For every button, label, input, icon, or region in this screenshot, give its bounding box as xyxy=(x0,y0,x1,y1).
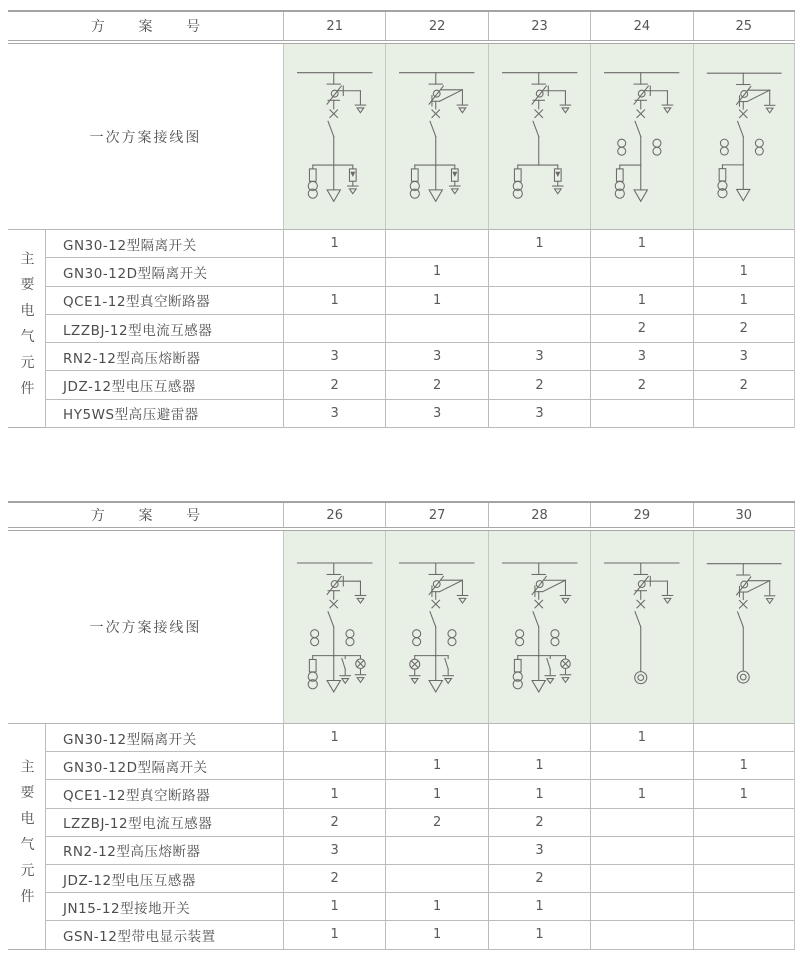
quantity-cell: 1 xyxy=(488,921,590,949)
component-name: GN30-12D型隔离开关 xyxy=(45,752,283,780)
single-line-diagram-svg xyxy=(388,46,485,227)
quantity-cell xyxy=(590,921,692,949)
quantity-cell: 2 xyxy=(283,371,385,399)
quantity-cell xyxy=(385,315,487,343)
scheme-number-header: 方案号 xyxy=(90,19,234,35)
quantity-cell: 2 xyxy=(590,371,692,399)
quantity-cell xyxy=(693,865,795,893)
single-line-diagram xyxy=(385,531,487,724)
scheme-number: 29 xyxy=(590,503,692,527)
quantity-cell xyxy=(385,837,487,865)
quantity-cell: 3 xyxy=(283,837,385,865)
quantity-cell: 3 xyxy=(283,343,385,371)
quantity-cell xyxy=(283,315,385,343)
quantity-cell: 2 xyxy=(488,371,590,399)
quantity-cell: 3 xyxy=(385,400,487,428)
quantity-cell: 2 xyxy=(385,371,487,399)
scheme-number: 24 xyxy=(590,12,692,40)
scheme-number: 23 xyxy=(488,12,590,40)
single-line-diagram-svg xyxy=(696,533,792,721)
scheme-number: 30 xyxy=(693,503,795,527)
main-components-side-label xyxy=(8,230,45,428)
quantity-cell: 2 xyxy=(385,809,487,837)
quantity-cell xyxy=(590,837,692,865)
single-line-diagram xyxy=(590,44,692,230)
quantity-cell: 1 xyxy=(488,752,590,780)
quantity-cell: 2 xyxy=(283,865,385,893)
quantity-cell xyxy=(693,400,795,428)
quantity-cell: 1 xyxy=(283,287,385,315)
quantity-cell xyxy=(385,865,487,893)
scheme-number: 22 xyxy=(385,12,487,40)
quantity-cell: 2 xyxy=(693,315,795,343)
quantity-cell: 2 xyxy=(488,809,590,837)
quantity-cell: 3 xyxy=(385,343,487,371)
quantity-cell: 3 xyxy=(488,400,590,428)
quantity-cell: 1 xyxy=(283,724,385,752)
quantity-cell xyxy=(590,752,692,780)
quantity-cell: 1 xyxy=(488,230,590,258)
quantity-cell xyxy=(693,724,795,752)
quantity-cell: 1 xyxy=(385,258,487,286)
quantity-cell: 1 xyxy=(385,893,487,921)
quantity-cell xyxy=(590,865,692,893)
quantity-cell: 1 xyxy=(488,893,590,921)
quantity-cell: 1 xyxy=(590,724,692,752)
quantity-cell: 3 xyxy=(283,400,385,428)
scheme-number: 28 xyxy=(488,503,590,527)
single-line-diagram-svg xyxy=(286,46,383,227)
quantity-cell xyxy=(488,315,590,343)
component-name: JDZ-12型电压互感器 xyxy=(45,865,283,893)
scheme-table-1 xyxy=(8,10,795,428)
quantity-cell: 1 xyxy=(693,752,795,780)
quantity-cell: 2 xyxy=(283,809,385,837)
component-name: LZZBJ-12型电流互感器 xyxy=(45,809,283,837)
quantity-cell: 1 xyxy=(693,780,795,808)
single-line-diagram xyxy=(283,531,385,724)
scheme-number: 26 xyxy=(283,503,385,527)
quantity-cell: 1 xyxy=(488,780,590,808)
diagram-row-label: 一次方案接线图 xyxy=(8,531,283,724)
quantity-cell: 1 xyxy=(693,287,795,315)
quantity-cell xyxy=(283,752,385,780)
component-name: JDZ-12型电压互感器 xyxy=(45,371,283,399)
single-line-diagram xyxy=(590,531,692,724)
single-line-diagram xyxy=(488,531,590,724)
quantity-cell: 1 xyxy=(385,752,487,780)
quantity-cell: 1 xyxy=(693,258,795,286)
component-name: QCE1-12型真空断路器 xyxy=(45,780,283,808)
component-name: GN30-12型隔离开关 xyxy=(45,230,283,258)
single-line-diagram-svg xyxy=(286,533,383,721)
quantity-cell: 2 xyxy=(693,371,795,399)
component-name: LZZBJ-12型电流互感器 xyxy=(45,315,283,343)
quantity-cell: 1 xyxy=(283,780,385,808)
component-name: RN2-12型高压熔断器 xyxy=(45,343,283,371)
main-components-side-label-text: 主要电气元件 xyxy=(18,758,35,915)
single-line-diagram-svg xyxy=(388,533,485,721)
scheme-number: 27 xyxy=(385,503,487,527)
quantity-cell: 3 xyxy=(590,343,692,371)
quantity-cell: 1 xyxy=(385,780,487,808)
scheme-number: 21 xyxy=(283,12,385,40)
quantity-cell: 1 xyxy=(385,921,487,949)
quantity-cell: 1 xyxy=(385,287,487,315)
component-name: HY5WS型高压避雷器 xyxy=(45,400,283,428)
quantity-cell xyxy=(590,400,692,428)
component-name: GN30-12D型隔离开关 xyxy=(45,258,283,286)
quantity-cell xyxy=(488,258,590,286)
quantity-cell xyxy=(693,809,795,837)
quantity-cell: 1 xyxy=(283,230,385,258)
quantity-cell xyxy=(590,893,692,921)
quantity-cell xyxy=(385,724,487,752)
quantity-cell xyxy=(488,724,590,752)
quantity-cell xyxy=(693,921,795,949)
single-line-diagram-svg xyxy=(491,46,588,227)
quantity-cell xyxy=(590,809,692,837)
single-line-diagram xyxy=(693,531,795,724)
quantity-cell xyxy=(693,893,795,921)
single-line-diagram xyxy=(693,44,795,230)
single-line-diagram-svg xyxy=(696,46,792,227)
quantity-cell xyxy=(283,258,385,286)
scheme-number: 25 xyxy=(693,12,795,40)
single-line-diagram-svg xyxy=(491,533,588,721)
component-name: JN15-12型接地开关 xyxy=(45,893,283,921)
quantity-cell: 2 xyxy=(488,865,590,893)
quantity-cell xyxy=(590,258,692,286)
quantity-cell: 3 xyxy=(488,343,590,371)
quantity-cell xyxy=(385,230,487,258)
quantity-cell: 1 xyxy=(590,230,692,258)
quantity-cell: 1 xyxy=(283,921,385,949)
main-components-side-label xyxy=(8,724,45,950)
component-name: GN30-12型隔离开关 xyxy=(45,724,283,752)
quantity-cell xyxy=(693,837,795,865)
main-components-side-label-text: 主要电气元件 xyxy=(18,250,35,407)
component-name: GSN-12型带电显示装置 xyxy=(45,921,283,949)
single-line-diagram-svg xyxy=(593,46,690,227)
component-name: QCE1-12型真空断路器 xyxy=(45,287,283,315)
single-line-diagram-svg xyxy=(593,533,690,721)
scheme-table-2 xyxy=(8,501,795,950)
quantity-cell: 2 xyxy=(590,315,692,343)
scheme-number-header: 方案号 xyxy=(90,508,234,525)
component-name: RN2-12型高压熔断器 xyxy=(45,837,283,865)
catalog-page xyxy=(0,10,800,969)
quantity-cell: 1 xyxy=(590,287,692,315)
quantity-cell: 3 xyxy=(693,343,795,371)
quantity-cell xyxy=(693,230,795,258)
quantity-cell xyxy=(488,287,590,315)
single-line-diagram xyxy=(385,44,487,230)
quantity-cell: 3 xyxy=(488,837,590,865)
diagram-row-label: 一次方案接线图 xyxy=(8,44,283,230)
quantity-cell: 1 xyxy=(283,893,385,921)
single-line-diagram xyxy=(488,44,590,230)
quantity-cell: 1 xyxy=(590,780,692,808)
single-line-diagram xyxy=(283,44,385,230)
